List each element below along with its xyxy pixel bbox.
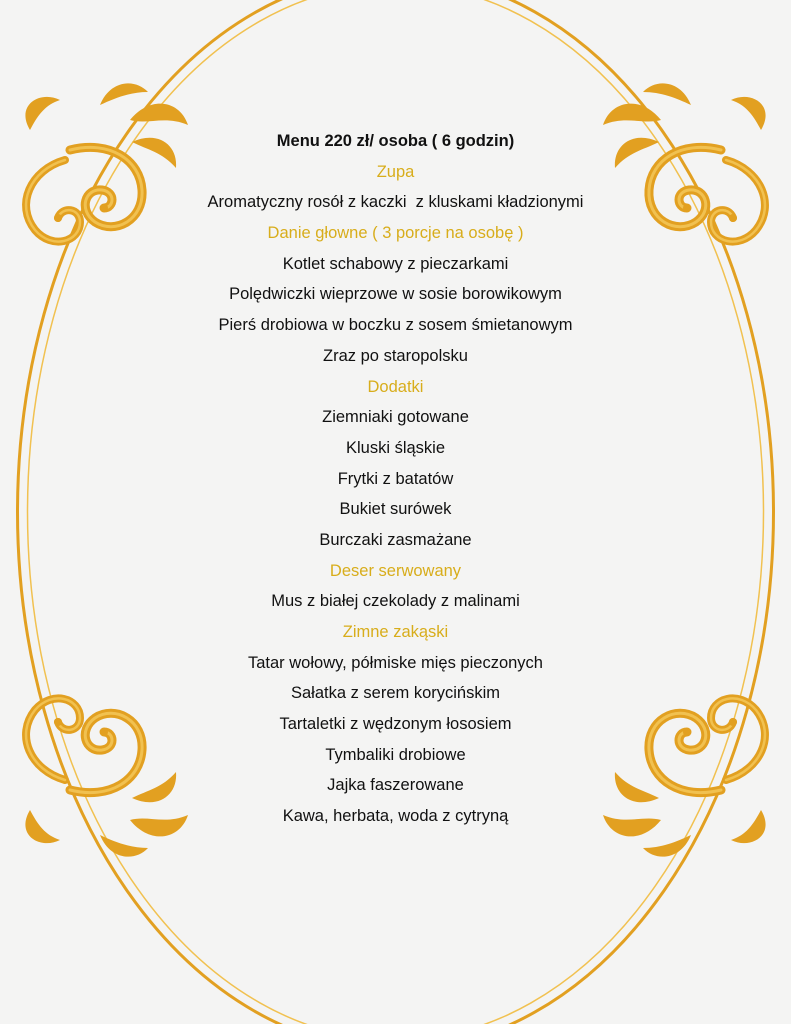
- menu-item: Bukiet surówek: [339, 500, 452, 519]
- menu-item: Sałatka z serem korycińskim: [290, 684, 501, 703]
- menu-item: Burczaki zasmażane: [319, 530, 472, 549]
- section-heading: Deser serwowany: [329, 561, 462, 580]
- section-heading: Zupa: [376, 162, 415, 181]
- menu-item: Zraz po staropolsku: [323, 346, 468, 365]
- menu-title: Menu 220 zł/ osoba ( 6 godzin): [276, 132, 515, 150]
- menu-item: Jajka faszerowane: [327, 776, 464, 795]
- section-heading: Danie głowne ( 3 porcje na osobę ): [267, 224, 524, 243]
- menu-item: Pierś drobiowa w boczku z sosem śmietanowym: [218, 316, 573, 335]
- menu-item: Tatar wołowy, półmiske mięs pieczonych: [248, 653, 543, 672]
- menu-content: [0, 126, 791, 832]
- menu-item: Aromatyczny rosół z kaczki z kluskami kładzionymi: [207, 193, 584, 212]
- menu-item: Frytki z batatów: [337, 469, 454, 488]
- menu-item: Kotlet schabowy z pieczarkami: [282, 254, 509, 273]
- menu-item: Kawa, herbata, woda z cytryną: [282, 807, 509, 826]
- menu-item: Mus z białej czekolady z malinami: [271, 592, 520, 611]
- section-heading: Zimne zakąski: [342, 623, 449, 641]
- menu-item: Tartaletki z wędzonym łososiem: [279, 715, 512, 734]
- menu-item: Polędwiczki wieprzowe w sosie borowikowym: [229, 285, 562, 304]
- menu-item: Tymbaliki drobiowe: [325, 745, 466, 764]
- menu-item: Kluski śląskie: [345, 438, 446, 457]
- section-heading: Dodatki: [367, 377, 424, 396]
- menu-item: Ziemniaki gotowane: [322, 408, 469, 427]
